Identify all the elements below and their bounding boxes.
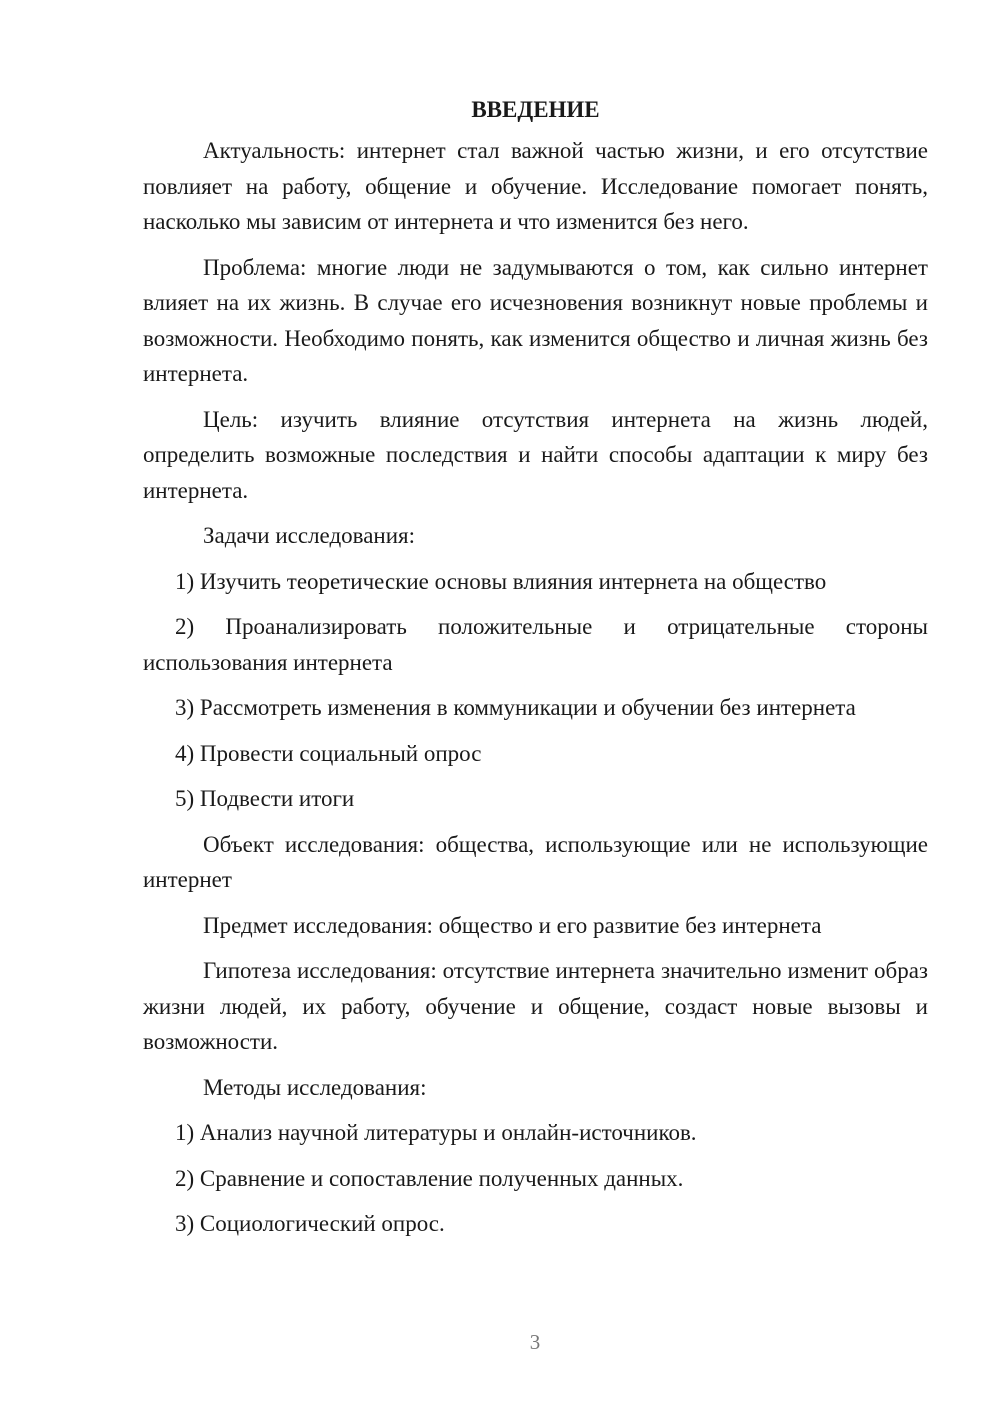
paragraph-relevance: Актуальность: интернет стал важной частью жизни, и его отсутствие повлияет на работу, общение и обучение. Исследование помогает понять, насколько мы зависим от интернета и что изменится без него. (143, 138, 928, 234)
list-item-method-3: 3) Социологический опрос. (175, 1211, 445, 1236)
page-number: 3 (529, 1330, 541, 1354)
list-item-method-2: 2) Сравнение и сопоставление полученных данных. (175, 1165, 684, 1191)
list-item-task-3: 3) Рассмотреть изменения в коммуникации и обучении без интернета (175, 695, 856, 720)
paragraph-hypothesis: Гипотеза исследования: отсутствие интернета значительно изменит образ жизни людей, их работу, обучение и общение, создаст новые вызовы и возможности. (143, 958, 928, 1054)
paragraph-subject: Предмет исследования: общество и его развитие без интернета (203, 912, 822, 938)
list-item-method-1: 1) Анализ научной литературы и онлайн-источников. (175, 1120, 697, 1145)
paragraph-goal: Цель: изучить влияние отсутствия интернета на жизнь людей, определить возможные последствия и найти способы адаптации к миру без интернета. (143, 406, 928, 503)
paragraph-tasks-heading: Задачи исследования: (203, 523, 416, 548)
document-page (143, 92, 928, 1252)
list-item-task-5: 5) Подвести итоги (175, 786, 355, 811)
paragraph-object: Объект исследования: общества, использующие или не использующие интернет (143, 831, 928, 892)
list-item-task-2: 2) Проанализировать положительные и отрицательные стороны использования интернета (143, 614, 928, 675)
list-item-task-1: 1) Изучить теоретические основы влияния интернета на общество (175, 568, 827, 594)
paragraph-problem: Проблема: многие люди не задумываются о том, как сильно интернет влияет на их жизнь. В случае его исчезновения возникнут новые проблемы и возможности. Необходимо понять, как изменится общество и личная жизнь без интернета. (143, 254, 928, 386)
list-item-task-4: 4) Провести социальный опрос (175, 740, 482, 766)
paragraph-methods-heading: Методы исследования: (203, 1074, 427, 1100)
section-title: ВВЕДЕНИЕ (471, 97, 600, 122)
